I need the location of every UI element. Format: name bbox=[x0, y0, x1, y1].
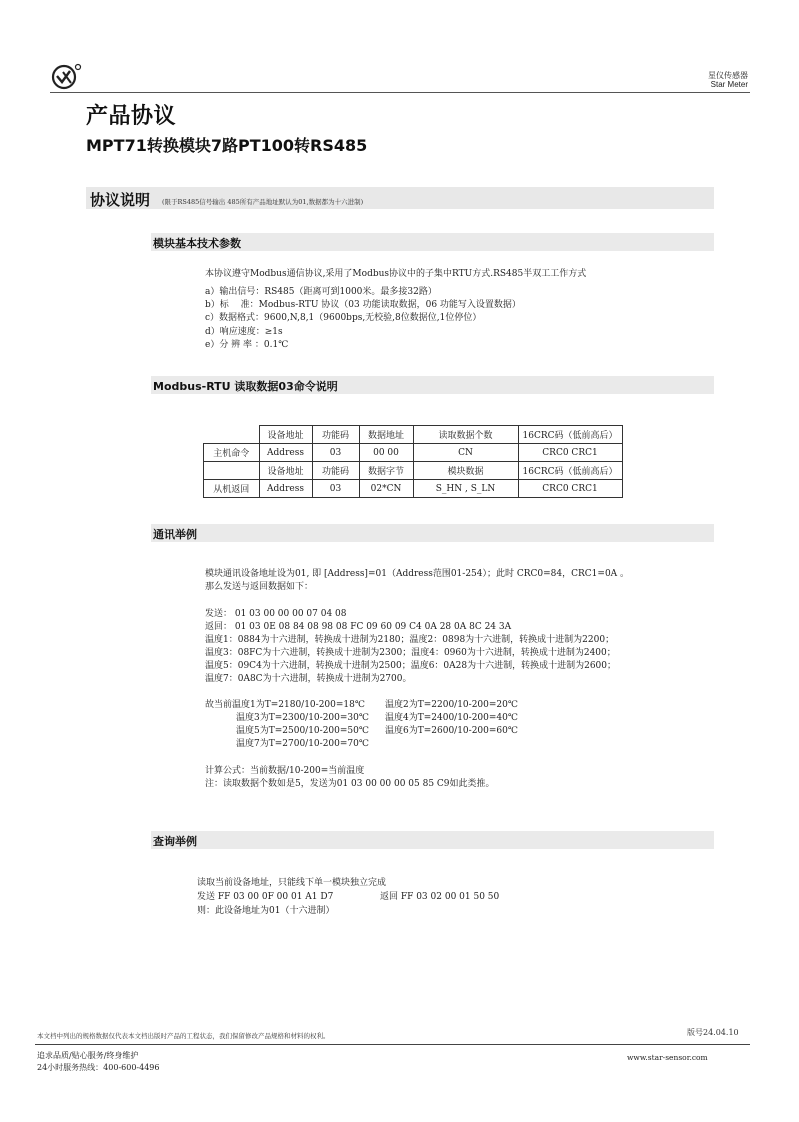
params-item-e: e）分 辨 率 ：0.1℃ bbox=[205, 340, 289, 350]
table-cell: 设备地址 bbox=[259, 426, 312, 444]
params-intro: 本协议遵守Modbus通信协议,采用了Modbus协议中的子集中RTU方式.RS485半双工工作方式 bbox=[205, 269, 587, 279]
table-cell: 02*CN bbox=[359, 480, 413, 498]
table-cell: 设备地址 bbox=[259, 462, 312, 480]
slogan-text: 追求品质/贴心服务/终身维护 bbox=[37, 1051, 139, 1060]
query-send: 发送 FF 03 00 0F 00 01 A1 D7 bbox=[197, 892, 334, 902]
comm-temp-line: 温度3：08FC为十六进制，转换成十进制为2300；温度4：0960为十六进制，转换成十进制为2400； bbox=[205, 648, 616, 658]
calc-line-right: 温度2为T=2200/10-200=20℃ bbox=[385, 700, 518, 710]
calc-line-right: 温度6为T=2600/10-200=60℃ bbox=[385, 726, 518, 736]
params-heading: 模块基本技术参数 bbox=[153, 237, 241, 250]
table-cell: 03 bbox=[312, 480, 359, 498]
brand-en: Star Meter bbox=[710, 80, 748, 89]
comm-send-line: 发送： 01 03 00 00 00 07 04 08 bbox=[205, 609, 347, 619]
table-cell: 模块数据 bbox=[413, 462, 518, 480]
calc-line-right: 温度4为T=2400/10-200=40℃ bbox=[385, 713, 518, 723]
table-cell: 16CRC码（低前高后） bbox=[518, 426, 622, 444]
footer-slogan bbox=[37, 1050, 159, 1074]
comm-temp-line: 温度1：0884为十六进制，转换成十进制为2180；温度2：0898为十六进制，转换成十进制为2200； bbox=[205, 635, 615, 645]
website-link[interactable]: www.star-sensor.com bbox=[627, 1053, 708, 1062]
table-cell: 数据地址 bbox=[359, 426, 413, 444]
params-item-c: c）数据格式：9600,N,8,1（9600bps,无校验,8位数据位,1位停位） bbox=[205, 313, 482, 323]
table-cell: 读取数据个数 bbox=[413, 426, 518, 444]
table-cell: 数据字节 bbox=[359, 462, 413, 480]
version-label: 版号24.04.10 bbox=[687, 1028, 739, 1037]
comm-example-heading: 通讯举例 bbox=[153, 528, 197, 541]
query-reply: 返回 FF 03 02 00 01 50 50 bbox=[380, 892, 500, 902]
table-cell: CN bbox=[413, 444, 518, 462]
page-title: 产品协议 bbox=[86, 104, 177, 129]
table-row bbox=[204, 480, 623, 498]
table-cell: CRC0 CRC1 bbox=[518, 444, 622, 462]
table-cell: Address bbox=[259, 480, 312, 498]
comm-reply-line: 返回： 01 03 0E 08 84 08 98 08 FC 09 60 09 C4 0A 28 0A 8C 24 3A bbox=[205, 622, 512, 632]
table-row-label: 从机返回 bbox=[204, 480, 260, 498]
calc-line: 温度5为T=2500/10-200=50℃ bbox=[236, 726, 369, 736]
query-line: 读取当前设备地址，只能线下单一模块独立完成 bbox=[197, 878, 387, 888]
params-item-a: a）输出信号：RS485（距离可到1000米。最多接32路） bbox=[205, 287, 437, 297]
star-meter-logo-icon bbox=[50, 62, 84, 90]
page-subtitle: MPT71转换模块7路PT100转RS485 bbox=[86, 136, 368, 155]
header-divider bbox=[50, 92, 750, 93]
table-row bbox=[204, 444, 623, 462]
comm-example-heading-bar bbox=[151, 524, 714, 542]
table-cell: Address bbox=[259, 444, 312, 462]
comm-temp-line: 温度7：0A8C为十六进制，转换成十进制为2700。 bbox=[205, 674, 412, 684]
table-row bbox=[204, 426, 623, 444]
hotline-text: 24小时服务热线：400-600-4496 bbox=[37, 1063, 160, 1072]
brand-name bbox=[708, 71, 748, 89]
brand-cn: 星仪传感器 bbox=[708, 71, 748, 80]
table-row bbox=[204, 462, 623, 480]
query-result: 则：此设备地址为01（十六进制） bbox=[197, 906, 335, 916]
protocol-table bbox=[203, 425, 623, 498]
read-cmd-heading: Modbus-RTU 读取数据03命令说明 bbox=[153, 380, 338, 393]
query-heading-bar bbox=[151, 831, 714, 849]
comm-line: 那么发送与返回数据如下： bbox=[205, 582, 314, 592]
params-item-b: b）标 准：Modbus-RTU 协议（03 功能读取数据，06 功能写入设置数据） bbox=[205, 300, 521, 310]
table-cell: 功能码 bbox=[312, 426, 359, 444]
table-row-label: 主机命令 bbox=[204, 444, 260, 462]
calc-line: 温度3为T=2300/10-200=30℃ bbox=[236, 713, 369, 723]
comm-temp-line: 温度5：09C4为十六进制，转换成十进制为2500；温度6：0A28为十六进制，转换成十进制为2600； bbox=[205, 661, 617, 671]
section-title: 协议说明 bbox=[90, 191, 151, 209]
table-cell: 00 00 bbox=[359, 444, 413, 462]
params-item-d: d）响应速度：≥1s bbox=[205, 327, 283, 337]
query-heading: 查询举例 bbox=[153, 835, 197, 848]
calc-line: 故当前温度1为T=2180/10-200=18℃ bbox=[205, 700, 365, 710]
formula: 计算公式：当前数据/10-200=当前温度 bbox=[205, 766, 365, 776]
table-cell: CRC0 CRC1 bbox=[518, 480, 622, 498]
table-cell: 功能码 bbox=[312, 462, 359, 480]
comm-line: 模块通讯设备地址设为01, 即 [Address]=01（Address范围01-254）；此时 CRC0=84，CRC1=0A 。 bbox=[205, 569, 630, 579]
calc-line: 温度7为T=2700/10-200=70℃ bbox=[236, 739, 369, 749]
footer-divider bbox=[35, 1044, 750, 1045]
formula-note: 注：读取数据个数如是5，发送为01 03 00 00 00 05 85 C9如此类推。 bbox=[205, 779, 495, 789]
footer-disclaimer: 本文档中列出的规格数据仅代表本文档出版时产品的工程状态，我们保留修改产品规格和材料的权利。 bbox=[37, 1032, 330, 1040]
table-cell: S_HN , S_LN bbox=[413, 480, 518, 498]
table-cell: 16CRC码（低前高后） bbox=[518, 462, 622, 480]
table-cell: 03 bbox=[312, 444, 359, 462]
section-note: (限于RS485信号输出 485所有产品地址默认为01,数据都为十六进制) bbox=[162, 198, 364, 206]
